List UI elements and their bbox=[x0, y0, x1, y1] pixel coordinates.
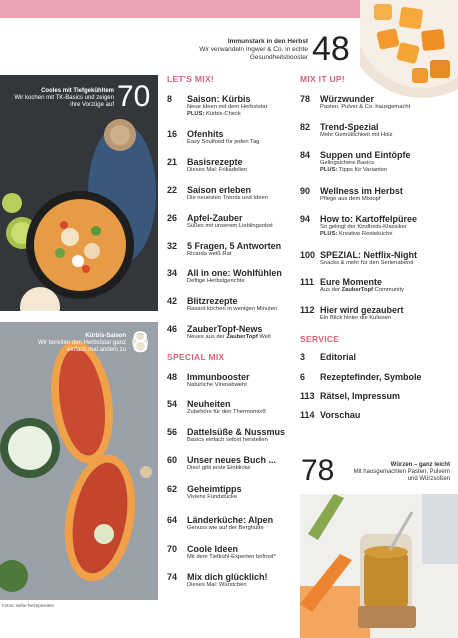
hero-page-number: 48 bbox=[312, 30, 350, 68]
stuffed-squash-photo[interactable] bbox=[0, 322, 158, 600]
frozen-page-number: 70 bbox=[117, 80, 151, 113]
pumpkin-teaser[interactable] bbox=[20, 333, 126, 354]
pumpkin-subtitle: Wir bereiten den Herbststar ganz einfach mal anders zu bbox=[37, 340, 126, 353]
toc-item[interactable]: 114 Vorschau bbox=[300, 410, 361, 420]
toc-item[interactable]: 56 Dattelsüße & Nussmus Basics einfach selbst herstellen bbox=[167, 427, 286, 443]
toc-item[interactable]: 3 Editorial bbox=[300, 352, 357, 362]
toc-item[interactable]: 21 Basisrezepte Dieses Mal: Frikadellen bbox=[167, 157, 248, 173]
toc-item[interactable]: 70 Coole Ideen Mit dem Tiefkühl-Experten bofrost* bbox=[167, 544, 276, 560]
section-heading-service: SERVICE bbox=[300, 334, 340, 344]
spice-teaser[interactable] bbox=[345, 462, 450, 484]
hero-title: Immunstark in den Herbst bbox=[227, 38, 308, 45]
toc-item[interactable]: 34 All in one: Wohlfühlen Deftige Herbstgerichte bbox=[167, 268, 282, 284]
toc-item[interactable]: 112 Hier wird gezaubert Ein Blick hinter die Kulissen bbox=[300, 305, 404, 321]
pumpkin-cubes-photo bbox=[360, 0, 458, 98]
toc-item[interactable]: 54 Neuheiten Zubehöre für den Thermomix® bbox=[167, 399, 267, 415]
toc-item[interactable]: 6 Rezeptefinder, Symbole bbox=[300, 372, 422, 382]
section-heading-lets-mix: LET'S MIX! bbox=[167, 74, 215, 84]
toc-item[interactable]: 8 Saison: Kürbis Neue Ideen mit dem Herbststar PLUS: Kürbis-Check bbox=[167, 94, 268, 117]
frozen-subtitle: Wir kochen mit TK-Basics und zeigen ihre Vorzüge auf bbox=[14, 95, 114, 108]
toc-item[interactable]: 60 Unser neues Buch ... Dies! gibt erste Einblicke bbox=[167, 455, 277, 471]
toc-item[interactable]: 32 5 Fragen, 5 Antworten Ricarda weiß Rat bbox=[167, 241, 282, 257]
toc-item[interactable]: 22 Saison erleben Die neuesten Trends und Ideen bbox=[167, 185, 268, 201]
spice-subtitle: Mit hausgemachten Pasten, Pulvern und Würzsoßen bbox=[353, 469, 450, 483]
toc-item[interactable]: 74 Mix dich glücklich! Dieses Mal: Würstchen bbox=[167, 572, 268, 588]
toc-item[interactable]: 48 Immunbooster Natürliche Virenabwehr bbox=[167, 372, 250, 388]
toc-item[interactable]: 84 Suppen und Eintöpfe Gelingsichere Basics PLUS: Tipps für Varianten bbox=[300, 150, 411, 173]
toc-item[interactable]: 90 Wellness im Herbst Pflege aus dem Mixtopf bbox=[300, 186, 403, 202]
toc-item[interactable]: 82 Trend-Spezial Mehr Gemütlichkeit mit Holz bbox=[300, 122, 393, 138]
spice-jar-photo[interactable] bbox=[300, 494, 458, 638]
toc-item[interactable]: 100 SPEZIAL: Netflix-Night Snacks & mehr für den Serienabend bbox=[300, 250, 417, 266]
toc-item[interactable]: 78 Würzwunder Pasten, Pulver & Co. hausgemacht bbox=[300, 94, 411, 110]
hero-subtitle: Wir verwandeln Ingwer & Co. in echte Gesundheitsbooster bbox=[199, 46, 308, 61]
toc-item[interactable]: 64 Länderküche: Alpen Genuss wie auf der Berghütte bbox=[167, 515, 274, 531]
frozen-title: Cooles mit Tiefgekühltem bbox=[41, 88, 114, 94]
hero-teaser[interactable] bbox=[190, 38, 308, 62]
toc-item[interactable]: 16 Ofenhits Easy Soulfood für jeden Tag bbox=[167, 129, 260, 145]
pumpkin-title: Kürbis-Saison bbox=[85, 333, 126, 339]
pumpkin-page-number: 8 bbox=[132, 326, 149, 359]
toc-item[interactable]: 94 How to: Kartoffelpüree So gelingt der Kindheits-Klassiker PLUS: Kreative Resteküche bbox=[300, 214, 418, 237]
toc-item[interactable]: 113 Rätsel, Impressum bbox=[300, 391, 401, 401]
photo-credit: Fotos: siehe Rezeptseiten bbox=[2, 603, 55, 608]
toc-item[interactable]: 62 Geheimtipps Viviens Fundstücke bbox=[167, 484, 242, 500]
spice-page-number: 78 bbox=[301, 454, 335, 487]
spice-title: Würzen – ganz leicht bbox=[390, 462, 450, 468]
section-heading-mix-it-up: MIX IT UP! bbox=[300, 74, 346, 84]
frozen-teaser[interactable] bbox=[10, 88, 114, 109]
toc-item[interactable]: 26 Apfel-Zauber Süßes mit unserem Lieblingsobst bbox=[167, 213, 273, 229]
toc-item[interactable]: 46 ZauberTopf-News Neues aus der ZauberTopf Welt bbox=[167, 324, 271, 340]
section-heading-special-mix: SPECIAL MIX bbox=[167, 352, 225, 362]
toc-item[interactable]: 42 Blitzrezepte Rasant kochen in wenigen Minuten bbox=[167, 296, 278, 312]
toc-item[interactable]: 111 Eure Momente Aus der ZauberTopf Community bbox=[300, 277, 404, 293]
